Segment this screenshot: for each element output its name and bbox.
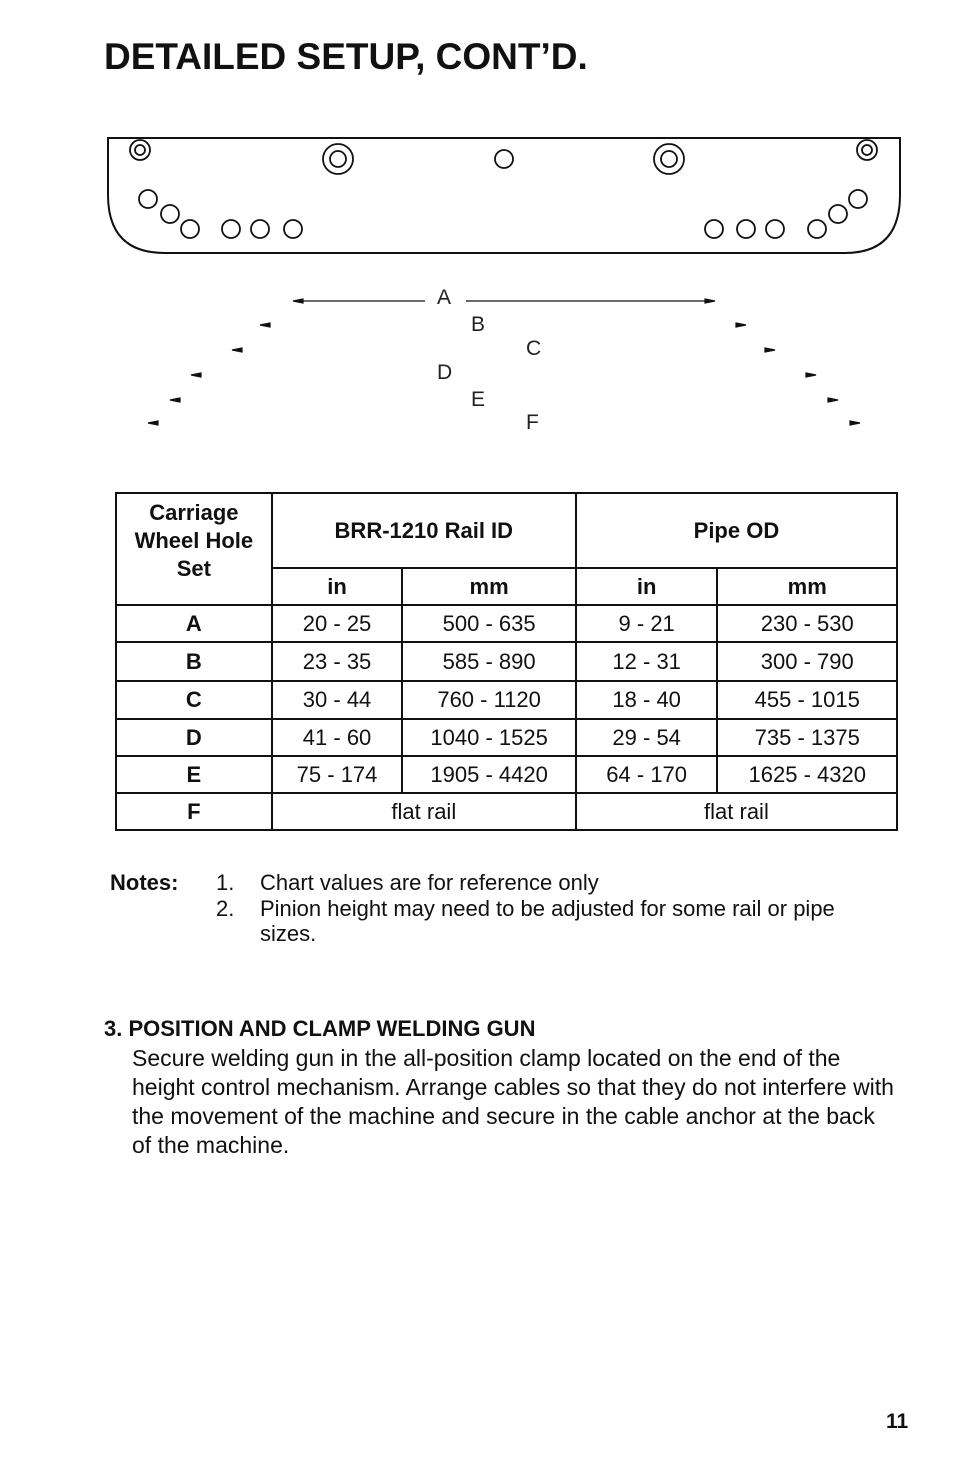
- table-row: [116, 605, 897, 642]
- table-row: [116, 681, 897, 719]
- rail-in-cell: 75 - 174: [272, 756, 403, 793]
- rail-in-cell: 41 - 60: [272, 719, 403, 756]
- label-a: A: [437, 286, 452, 309]
- pipe-mm-cell: 300 - 790: [717, 642, 897, 681]
- hole-set-cell: B: [116, 642, 272, 681]
- pipe-in-cell: 9 - 21: [576, 605, 718, 642]
- hole-set-cell: C: [116, 681, 272, 719]
- label-f: F: [526, 411, 539, 434]
- header-pipe-in: in: [576, 568, 718, 605]
- rail-mm-cell: 1040 - 1525: [402, 719, 576, 756]
- rail-in-cell: 23 - 35: [272, 642, 403, 681]
- header-rail-id: BRR-1210 Rail ID: [272, 493, 576, 568]
- note-text: Chart values are for reference only: [260, 870, 599, 895]
- label-c: C: [526, 337, 542, 360]
- label-b: B: [471, 313, 486, 336]
- table-row: [116, 756, 897, 793]
- dimension-arrows: [148, 299, 860, 425]
- pipe-mm-cell: 455 - 1015: [717, 681, 897, 719]
- wheel-holes: [139, 190, 867, 238]
- page-title: DETAILED SETUP, CONT’D.: [104, 36, 588, 77]
- note-text: Pinion height may need to be adjusted for some rail or pipe sizes.: [260, 896, 835, 946]
- section-position-clamp: [104, 1016, 904, 1160]
- section-body: Secure welding gun in the all-position clamp located on the end of the height control mechanism. Arrange cables so that they do not interfere with the movement of the machine and secure in the cable anchor at the back of the machine.: [132, 1045, 894, 1158]
- rail-in-cell: 20 - 25: [272, 605, 403, 642]
- header-hole-set: Carriage Wheel Hole Set: [116, 493, 272, 605]
- table-row: [116, 793, 897, 830]
- page-number: 11: [886, 1410, 909, 1433]
- pipe-in-cell: 64 - 170: [576, 756, 718, 793]
- pipe-flat-cell: flat rail: [576, 793, 897, 830]
- rail-mm-cell: 760 - 1120: [402, 681, 576, 719]
- hole-set-cell: A: [116, 605, 272, 642]
- mount-holes: [130, 140, 877, 174]
- section-heading: 3. POSITION AND CLAMP WELDING GUN: [104, 1016, 536, 1041]
- rail-mm-cell: 500 - 635: [402, 605, 576, 642]
- header-rail-mm: mm: [402, 568, 576, 605]
- pipe-in-cell: 18 - 40: [576, 681, 718, 719]
- notes-label: Notes:: [110, 870, 179, 895]
- rail-flat-cell: flat rail: [272, 793, 576, 830]
- dimension-labels: [437, 286, 541, 434]
- hole-set-table: [115, 492, 898, 831]
- table-row: [116, 719, 897, 756]
- rail-in-cell: 30 - 44: [272, 681, 403, 719]
- rail-mm-cell: 585 - 890: [402, 642, 576, 681]
- note-number: 1.: [216, 870, 235, 895]
- pipe-mm-cell: 735 - 1375: [717, 719, 897, 756]
- table-row: [116, 642, 897, 681]
- header-pipe-mm: mm: [717, 568, 897, 605]
- label-d: D: [437, 361, 453, 384]
- pipe-mm-cell: 230 - 530: [717, 605, 897, 642]
- header-pipe-od: Pipe OD: [576, 493, 897, 568]
- pipe-in-cell: 29 - 54: [576, 719, 718, 756]
- header-rail-in: in: [272, 568, 403, 605]
- hole-set-cell: E: [116, 756, 272, 793]
- pipe-mm-cell: 1625 - 4320: [717, 756, 897, 793]
- pipe-in-cell: 12 - 31: [576, 642, 718, 681]
- label-e: E: [471, 388, 486, 411]
- hole-set-cell: D: [116, 719, 272, 756]
- hole-set-cell: F: [116, 793, 272, 830]
- note-number: 2.: [216, 896, 235, 921]
- carriage-plate-diagram: [0, 0, 954, 470]
- rail-mm-cell: 1905 - 4420: [402, 756, 576, 793]
